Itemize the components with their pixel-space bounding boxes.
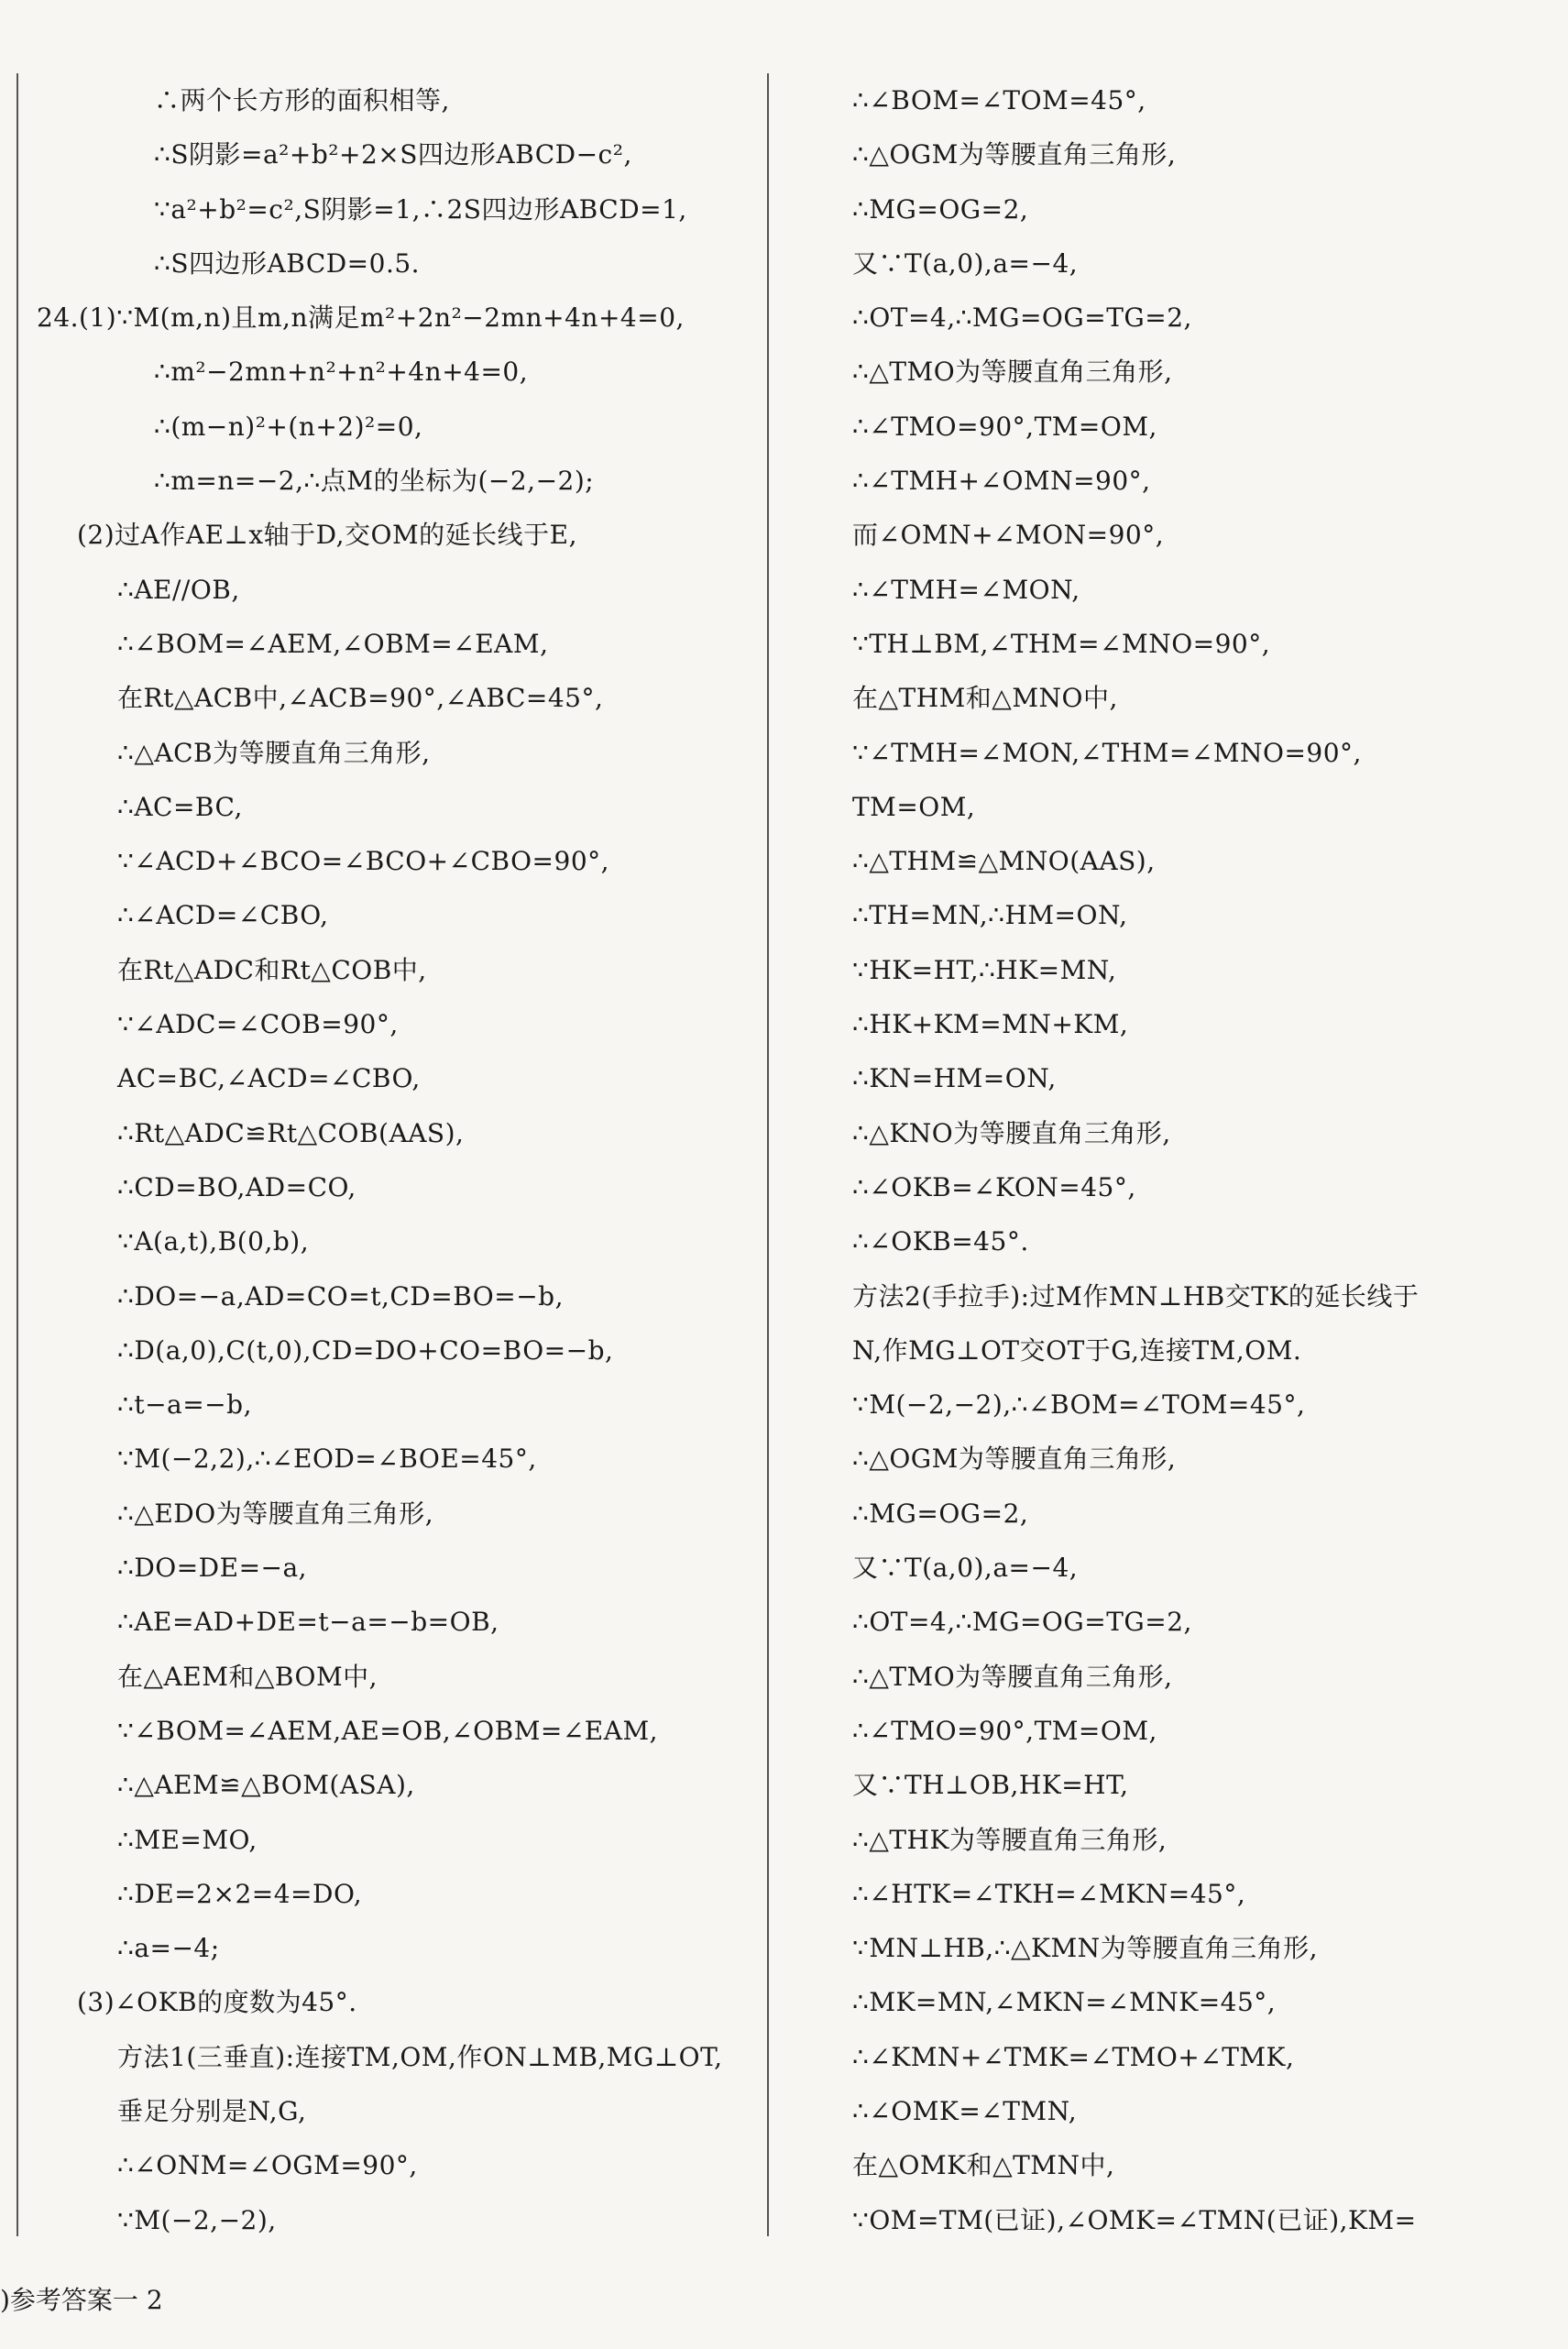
text-line: ∴S阴影=a²+b²+2×S四边形ABCD−c², xyxy=(154,139,632,170)
text-line: ∴DE=2×2=4=DO, xyxy=(117,1878,363,1909)
text-line: ∴∠TMH+∠OMN=90°, xyxy=(852,466,1151,497)
text-line: ∴△EDO为等腰直角三角形, xyxy=(117,1498,434,1529)
text-line: ∴(m−n)²+(n+2)²=0, xyxy=(154,411,423,442)
text-line: ∵MN⊥HB,∴△KMN为等腰直角三角形, xyxy=(852,1933,1319,1964)
text-line: ∴MK=MN,∠MKN=∠MNK=45°, xyxy=(852,1987,1277,2018)
text-line: ∴∠ONM=∠OGM=90°, xyxy=(117,2150,418,2181)
text-line: ∴S四边形ABCD=0.5. xyxy=(154,247,421,279)
text-line: ∴OT=4,∴MG=OG=TG=2, xyxy=(852,302,1192,334)
text-line: ∴a=−4; xyxy=(117,1933,220,1964)
text-line: 又∵TH⊥OB,HK=HT, xyxy=(852,1770,1129,1801)
text-line: 垂足分别是N,G, xyxy=(117,2095,307,2126)
text-line: ∴Rt△ADC≌Rt△COB(AAS), xyxy=(117,1117,465,1148)
text-line: ∴△THM≌△MNO(AAS), xyxy=(852,846,1156,877)
text-line: ∵OM=TM(已证),∠OMK=∠TMN(已证),KM= xyxy=(852,2204,1417,2235)
left-margin-rule xyxy=(16,73,18,2236)
text-line: 在△AEM和△BOM中, xyxy=(117,1661,378,1692)
text-line: ∴△OGM为等腰直角三角形, xyxy=(852,1443,1177,1475)
text-line: ∵A(a,t),B(0,b), xyxy=(117,1226,310,1257)
text-line: 在△OMK和△TMN中, xyxy=(852,2150,1115,2181)
text-line: N,作MG⊥OT交OT于G,连接TM,OM. xyxy=(852,1334,1302,1366)
text-line: ∴D(a,0),C(t,0),CD=DO+CO=BO=−b, xyxy=(117,1334,614,1366)
text-line: ∴MG=OG=2, xyxy=(852,1498,1029,1529)
text-line: ∴∠TMO=90°,TM=OM, xyxy=(852,411,1157,442)
text-line: ∴AC=BC, xyxy=(117,791,243,822)
text-line: ∵M(−2,−2),∴∠BOM=∠TOM=45°, xyxy=(852,1389,1306,1421)
text-line: 在Rt△ADC和Rt△COB中, xyxy=(117,954,427,985)
text-line: ∴∠BOM=∠AEM,∠OBM=∠EAM, xyxy=(117,628,549,659)
text-line: ∵∠ACD+∠BCO=∠BCO+∠CBO=90°, xyxy=(117,846,610,877)
left-column xyxy=(37,73,751,2247)
column-divider xyxy=(767,73,769,2236)
text-line: (2)过A作AE⊥x轴于D,交OM的延长线于E, xyxy=(77,520,577,551)
text-line: ∴△OGM为等腰直角三角形, xyxy=(852,139,1177,170)
text-line: ∵TH⊥BM,∠THM=∠MNO=90°, xyxy=(852,628,1271,659)
text-line: ∴∠ACD=∠CBO, xyxy=(117,900,329,931)
text-line: ∵a²+b²=c²,S阴影=1,∴2S四边形ABCD=1, xyxy=(154,193,687,225)
text-line: 在△THM和△MNO中, xyxy=(852,683,1118,714)
text-line: (3)∠OKB的度数为45°. xyxy=(77,1987,357,2018)
text-line: ∴CD=BO,AD=CO, xyxy=(117,1171,356,1202)
text-line: ∴∠OMK=∠TMN, xyxy=(852,2095,1078,2126)
page-footer: )参考答案一 2 xyxy=(0,2285,163,2315)
text-line: 而∠OMN+∠MON=90°, xyxy=(852,520,1165,551)
text-line: ∴△THK为等腰直角三角形, xyxy=(852,1824,1168,1855)
text-line: ∴AE=AD+DE=t−a=−b=OB, xyxy=(117,1607,499,1638)
text-line: ∴△TMO为等腰直角三角形, xyxy=(852,1661,1173,1692)
text-line: ∵M(−2,2),∴∠EOD=∠BOE=45°, xyxy=(117,1443,537,1475)
text-line: ∵M(−2,−2), xyxy=(117,2204,277,2235)
text-line: ∴DO=DE=−a, xyxy=(117,1553,308,1584)
right-column xyxy=(852,73,1549,2247)
text-line: ∴TH=MN,∴HM=ON, xyxy=(852,900,1128,931)
text-line: AC=BC,∠ACD=∠CBO, xyxy=(117,1063,421,1094)
text-line: ∴∠OKB=∠KON=45°, xyxy=(852,1171,1136,1202)
text-line: 方法2(手拉手):过M作MN⊥HB交TK的延长线于 xyxy=(852,1280,1420,1312)
text-line: ∴DO=−a,AD=CO=t,CD=BO=−b, xyxy=(117,1280,564,1312)
text-line: 方法1(三垂直):连接TM,OM,作ON⊥MB,MG⊥OT, xyxy=(117,2041,723,2072)
text-line: 又∵T(a,0),a=−4, xyxy=(852,1553,1079,1584)
text-line: ∴两个长方形的面积相等, xyxy=(154,85,450,115)
text-line: ∴△TMO为等腰直角三角形, xyxy=(852,357,1173,388)
text-line: ∵∠TMH=∠MON,∠THM=∠MNO=90°, xyxy=(852,737,1362,768)
text-line: TM=OM, xyxy=(852,791,976,822)
text-line: ∴KN=HM=ON, xyxy=(852,1063,1057,1094)
text-line: ∴m=n=−2,∴点M的坐标为(−2,−2); xyxy=(154,466,595,497)
text-line: ∴HK+KM=MN+KM, xyxy=(852,1009,1129,1040)
text-line: ∵∠BOM=∠AEM,AE=OB,∠OBM=∠EAM, xyxy=(117,1715,659,1746)
text-line: ∵HK=HT,∴HK=MN, xyxy=(852,954,1117,985)
text-line: ∴m²−2mn+n²+n²+4n+4=0, xyxy=(154,357,529,388)
text-line: ∴ME=MO, xyxy=(117,1824,258,1855)
text-line: ∴OT=4,∴MG=OG=TG=2, xyxy=(852,1607,1192,1638)
text-line: ∴∠BOM=∠TOM=45°, xyxy=(852,85,1146,115)
text-line: ∴∠OKB=45°. xyxy=(852,1226,1029,1257)
text-line: ∴△ACB为等腰直角三角形, xyxy=(117,737,431,768)
text-line: ∴∠KMN+∠TMK=∠TMO+∠TMK, xyxy=(852,2041,1295,2072)
text-line: 又∵T(a,0),a=−4, xyxy=(852,247,1079,279)
text-line: ∴t−a=−b, xyxy=(117,1389,252,1421)
text-line: 在Rt△ACB中,∠ACB=90°,∠ABC=45°, xyxy=(117,683,604,714)
text-line: 24.(1)∵M(m,n)且m,n满足m²+2n²−2mn+4n+4=0, xyxy=(37,302,685,334)
text-line: ∴△AEM≌△BOM(ASA), xyxy=(117,1770,415,1801)
text-line: ∴∠HTK=∠TKH=∠MKN=45°, xyxy=(852,1878,1246,1909)
text-line: ∴∠TMH=∠MON, xyxy=(852,574,1080,605)
text-line: ∴MG=OG=2, xyxy=(852,193,1029,225)
text-line: ∵∠ADC=∠COB=90°, xyxy=(117,1009,399,1040)
text-line: ∴AE//OB, xyxy=(117,574,240,605)
text-line: ∴△KNO为等腰直角三角形, xyxy=(852,1117,1171,1148)
text-line: ∴∠TMO=90°,TM=OM, xyxy=(852,1715,1157,1746)
